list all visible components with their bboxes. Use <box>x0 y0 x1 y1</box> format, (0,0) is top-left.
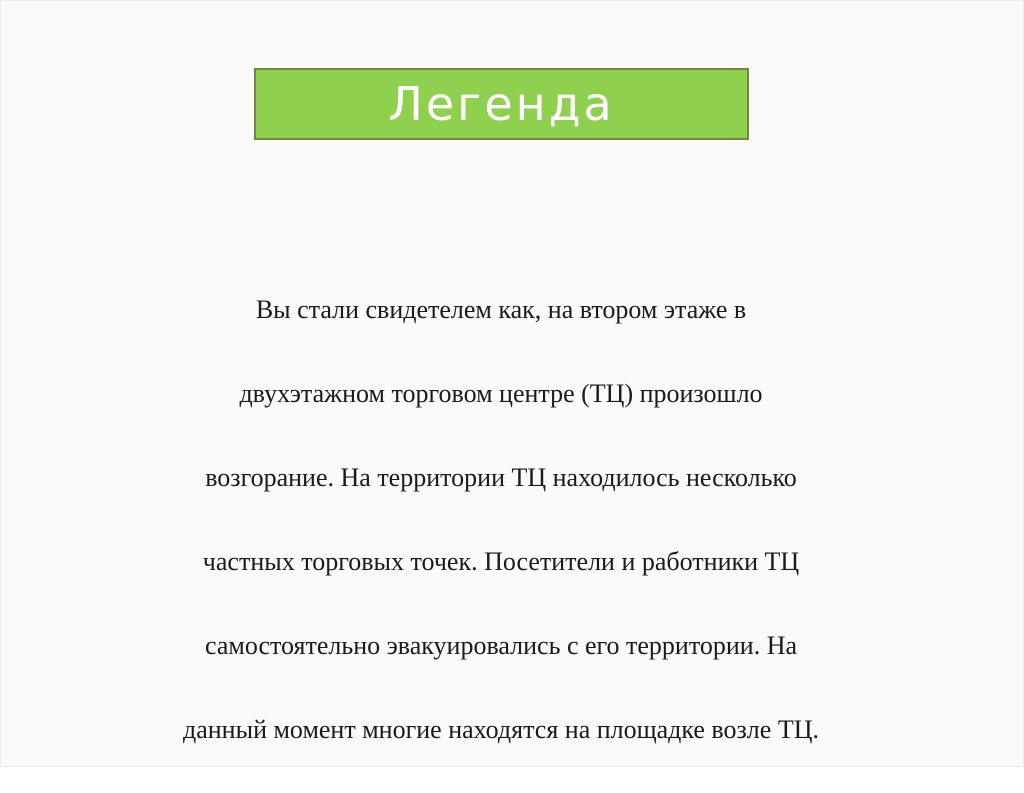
paragraph-line: частных торговых точек. Посетители и работники ТЦ <box>202 547 800 576</box>
paragraph-line: возгорание. На территории ТЦ находилось несколько <box>205 463 797 492</box>
paragraph-line: Вы стали свидетелем как, на втором этаже в <box>255 295 747 324</box>
paragraph-line: самостоятельно эвакуировались с его территории. На <box>204 631 798 660</box>
legend-paragraph <box>61 247 941 793</box>
paragraph-line: данный момент многие находятся на площадке возле ТЦ. <box>183 715 819 744</box>
title-banner <box>254 68 749 140</box>
slide-title: Легенда <box>388 77 615 131</box>
paragraph-line: двухэтажном торговом центре (ТЦ) произошло <box>239 379 763 408</box>
